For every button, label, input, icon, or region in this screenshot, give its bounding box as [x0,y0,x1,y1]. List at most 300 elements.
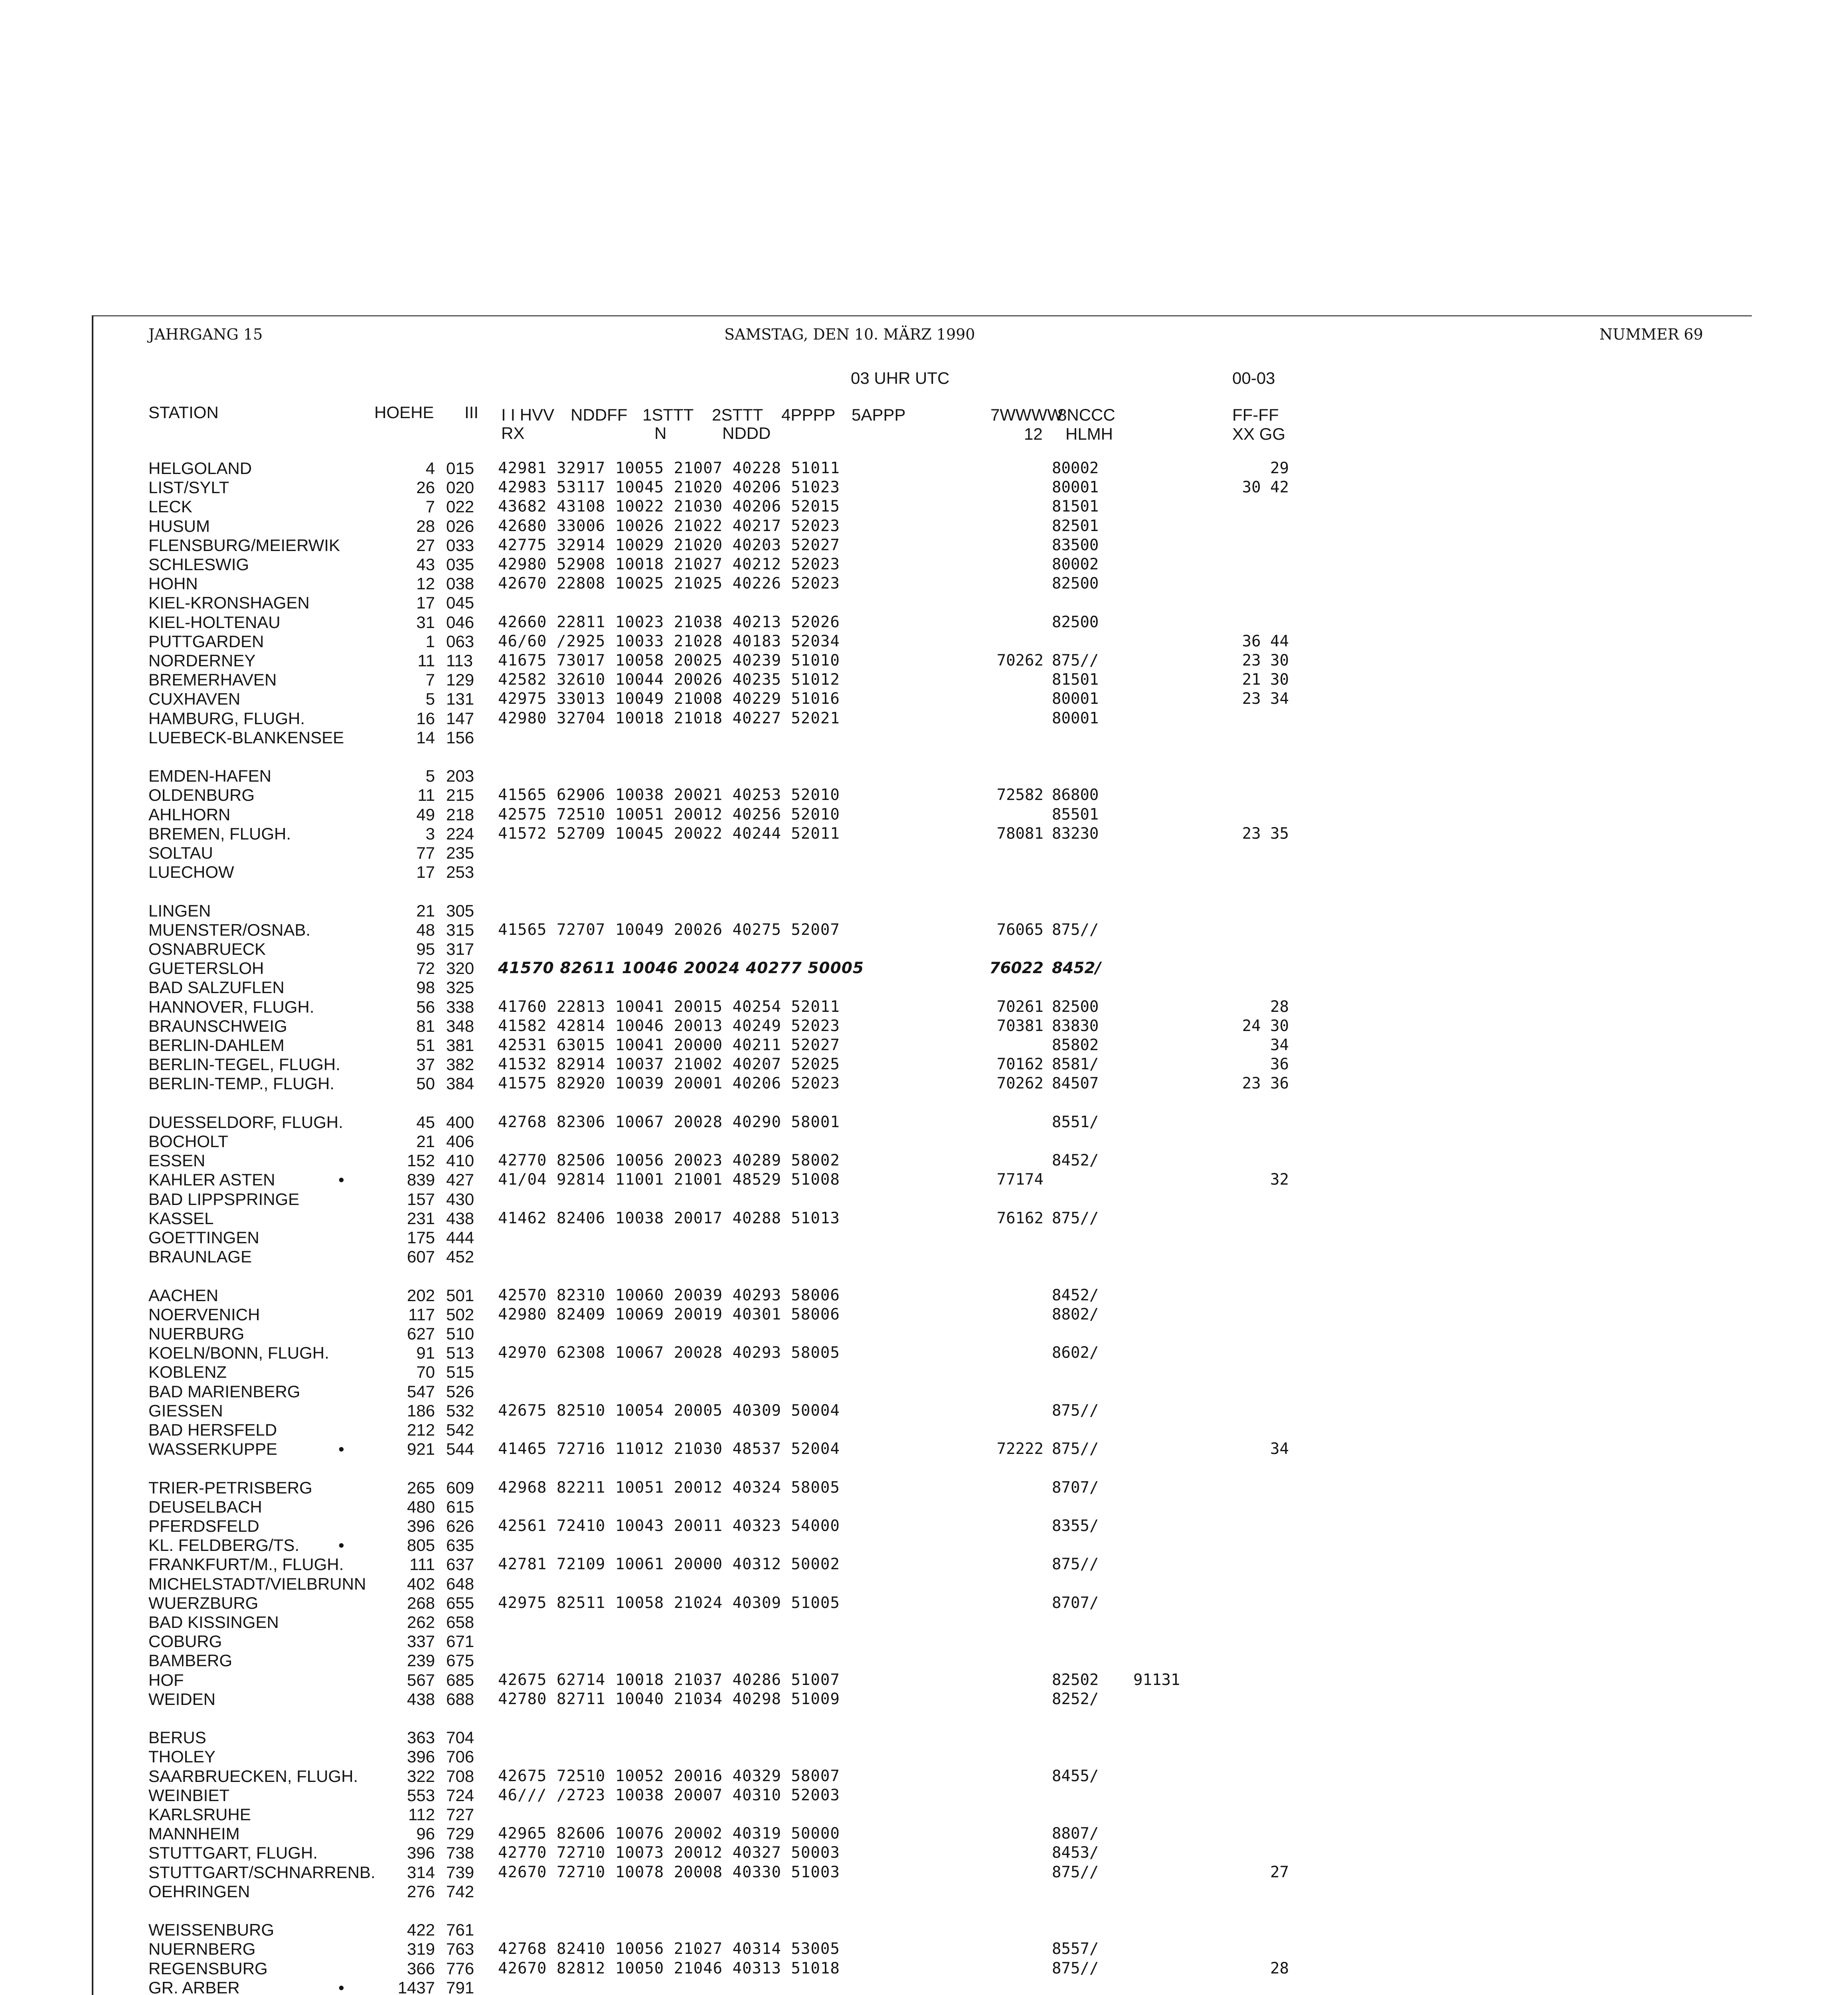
synop-groups: 42965 82606 10076 20002 40319 50000 [498,1825,840,1843]
cloud-group: 8355/ [1052,1517,1099,1535]
table-row [0,517,1848,536]
station-name: PUTTGARDEN [148,632,264,651]
station-height: 11 [417,651,435,670]
table-row [0,1824,1848,1843]
station-number: 400 [446,1112,474,1132]
station-name: DEUSELBACH [148,1497,262,1516]
synop-groups: 42670 82812 10050 21046 40313 51018 [498,1959,840,1977]
station-height: 276 [407,1882,435,1901]
station-height: 12 [416,574,435,593]
station-number: 739 [446,1863,474,1882]
station-number: 502 [446,1305,474,1324]
station-height: 26 [416,478,435,497]
cloud-group: 8807/ [1052,1825,1099,1843]
table-row [0,593,1848,612]
station-height: 202 [407,1286,435,1305]
station-name: KARLSRUHE [148,1805,251,1824]
station-number: 015 [446,459,474,478]
station-number: 046 [446,612,474,632]
synop-groups: 42980 82409 10069 20019 40301 58006 [498,1305,840,1323]
station-name: MANNHEIM [148,1824,240,1843]
cloud-group: 81501 [1052,671,1099,689]
weather-group: 70262 [996,652,1044,670]
table-row [0,1671,1848,1690]
col-g4b: NDDD [722,424,771,442]
table-row [0,1286,1848,1305]
cloud-group: 8452/ [1052,1286,1099,1304]
table-row [0,1594,1848,1613]
synop-groups: 41582 42814 10046 20013 40249 52023 [498,1017,840,1035]
station-number: 791 [446,1978,474,1995]
synop-groups: 42980 52908 10018 21027 40212 52023 [498,555,840,573]
table-row [0,689,1848,709]
extra-group: 91131 [1133,1671,1180,1689]
station-number: 444 [446,1228,474,1247]
station-number: 704 [446,1728,474,1747]
col-ww: 7WWWW [990,405,1063,424]
cloud-group: 81501 [1052,498,1099,516]
synop-groups: 42670 22808 10025 21025 40226 52023 [498,575,840,593]
station-height: 112 [408,1805,435,1824]
table-row [0,1036,1848,1055]
station-height: 72 [416,959,435,978]
synop-groups: 42561 72410 10043 20011 40323 54000 [498,1517,840,1535]
station-name: MUENSTER/OSNAB. [148,920,311,939]
cloud-group: 86800 [1052,786,1099,804]
station-height: 396 [407,1843,435,1863]
station-name: BAD KISSINGEN [148,1613,279,1632]
station-height: 95 [416,940,435,958]
station-number: 658 [446,1613,474,1632]
station-height: 45 [416,1112,435,1132]
cloud-group: 80001 [1052,478,1099,497]
station-number: 763 [446,1940,474,1959]
station-height: 627 [407,1324,435,1343]
table-row [0,651,1848,670]
table-row [0,536,1848,555]
table-row [0,901,1848,920]
station-name: CUXHAVEN [148,689,241,709]
station-height: 396 [407,1517,435,1535]
cloud-group: 82500 [1052,998,1099,1016]
station-height: 322 [407,1766,435,1786]
table-row [0,1805,1848,1824]
station-number: 635 [446,1536,474,1555]
col-nc: 8NCCC [1057,405,1115,424]
table-row [0,1440,1848,1459]
synop-groups: 42780 82711 10040 21034 40298 51009 [498,1690,840,1708]
synop-groups: 42775 32914 10029 21020 40203 52027 [498,536,840,554]
gust-group: 27 [1270,1863,1289,1881]
station-name: DUESSELDORF, FLUGH. [148,1112,343,1132]
station-number: 320 [446,959,474,978]
table-row [0,1324,1848,1343]
col-g4: 2STTT [712,405,763,424]
table-row [0,843,1848,863]
station-name: REGENSBURG [148,1959,268,1978]
station-number: 761 [446,1920,474,1940]
cloud-group: 8455/ [1052,1767,1099,1785]
station-name: BRAUNSCHWEIG [148,1016,287,1035]
station-number: 776 [446,1959,474,1978]
synop-groups: 42770 72710 10073 20012 40327 50003 [498,1844,840,1862]
table-row [0,959,1848,978]
station-number: 381 [446,1036,474,1055]
table-row [0,1651,1848,1670]
station-name: AHLHORN [148,805,231,824]
station-number: 515 [446,1363,474,1382]
station-name: HANNOVER, FLUGH. [148,997,314,1016]
station-number: 410 [446,1151,474,1170]
station-height: 319 [407,1940,435,1959]
station-name: OLDENBURG [148,786,255,805]
station-name: SCHLESWIG [148,555,249,574]
gust-group: 30 42 [1242,478,1289,497]
station-height: 27 [416,535,435,555]
station-name: NUERNBERG [148,1940,256,1959]
station-number: 655 [446,1593,474,1612]
station-number: 532 [446,1401,474,1420]
cloud-group: 8602/ [1052,1344,1099,1362]
station-name: BAD SALZUFLEN [148,978,285,997]
station-name: GIESSEN [148,1401,223,1420]
station-number: 131 [446,689,474,709]
station-number: 510 [446,1324,474,1343]
table-row [0,824,1848,843]
station-height: 11 [417,786,435,805]
station-height: 480 [407,1497,435,1516]
station-number: 129 [446,670,474,689]
station-height: 268 [407,1593,435,1612]
station-number: 430 [446,1189,474,1209]
station-name: SAARBRUECKEN, FLUGH. [148,1766,358,1786]
station-height: 111 [409,1555,435,1574]
station-name: BERUS [148,1728,206,1747]
station-number: 315 [446,920,474,939]
table-row [0,1536,1848,1555]
station-number: 438 [446,1209,474,1228]
synop-groups: 42770 82506 10056 20023 40289 58002 [498,1152,840,1170]
synop-groups: 42570 82310 10060 20039 40293 58006 [498,1286,840,1304]
table-row [0,574,1848,593]
station-name: KOELN/BONN, FLUGH. [148,1343,329,1363]
cloud-group: 875// [1052,1440,1099,1458]
station-height: 91 [416,1343,435,1363]
station-height: 921 [407,1440,435,1459]
station-height: 262 [407,1613,435,1632]
synop-groups: 41465 72716 11012 21030 48537 52004 [498,1440,840,1458]
station-number: 026 [446,516,474,535]
col-iii: III [464,403,479,422]
station-name: BAD LIPPSPRINGE [148,1189,300,1209]
station-height: 366 [407,1959,435,1978]
station-height: 839 [407,1170,435,1189]
cloud-group: 875// [1052,920,1099,939]
observation-time: 03 UHR UTC [851,369,950,387]
station-number: 203 [446,766,474,786]
synop-groups: 42670 72710 10078 20008 40330 51003 [498,1863,840,1881]
station-number: 513 [446,1343,474,1363]
station-height: 17 [416,863,435,882]
station-height: 48 [416,920,435,939]
synop-groups: 42680 33006 10026 21022 40217 52023 [498,517,840,535]
table-row [0,1767,1848,1786]
cloud-group: 875// [1052,1209,1099,1227]
station-name: STUTTGART, FLUGH. [148,1843,318,1863]
station-number: 253 [446,863,474,882]
station-number: 338 [446,997,474,1016]
synop-groups: 41565 72707 10049 20026 40275 52007 [498,920,840,939]
station-name: GOETTINGEN [148,1228,259,1247]
cloud-group: 8452/ [1052,959,1101,978]
station-height: 4 [425,459,435,478]
table-row [0,1247,1848,1266]
table-row [0,805,1848,824]
station-name: NUERBURG [148,1324,245,1343]
weather-group: 70261 [996,998,1044,1016]
table-row [0,786,1848,805]
cloud-group: 875// [1052,652,1099,670]
synop-groups: 41565 62906 10038 20021 40253 52010 [498,786,840,804]
cloud-group: 8453/ [1052,1844,1099,1862]
cloud-group: 82500 [1052,613,1099,631]
gust-group: 29 [1270,459,1289,477]
station-number: 147 [446,709,474,728]
station-name: BAD MARIENBERG [148,1382,300,1401]
station-name: NOERVENICH [148,1305,260,1324]
station-number: 348 [446,1016,474,1035]
synop-groups: 41575 82920 10039 20001 40206 52023 [498,1075,840,1093]
station-height: 438 [407,1689,435,1709]
station-height: 239 [407,1651,435,1670]
station-name: THOLEY [148,1747,216,1766]
synop-groups: 42975 82511 10058 21024 40309 51005 [498,1594,840,1612]
col-ncb: HLMH [1065,425,1113,443]
station-number: 742 [446,1882,474,1901]
synop-groups: 42575 72510 10051 20012 40256 52010 [498,805,840,824]
station-name: HELGOLAND [148,459,252,478]
cloud-group: 8452/ [1052,1152,1099,1170]
col-g6: 5APPP [852,405,906,424]
cloud-group: 85501 [1052,805,1099,824]
table-row [0,1209,1848,1228]
cloud-group: 875// [1052,1863,1099,1881]
station-height: 56 [416,997,435,1016]
station-name: KASSEL [148,1209,214,1228]
weather-group: 70162 [996,1055,1044,1074]
table-row [0,1920,1848,1940]
cloud-group: 84507 [1052,1075,1099,1093]
table-row [0,1305,1848,1324]
table-row [0,1055,1848,1074]
col-g1: I I HVV [501,405,555,424]
weather-group: 76022 [989,959,1044,978]
cloud-group: 80001 [1052,690,1099,708]
station-number: 317 [446,940,474,958]
station-number: 688 [446,1689,474,1709]
station-name: BERLIN-TEMP., FLUGH. [148,1074,334,1093]
station-number: 542 [446,1420,474,1439]
table-row [0,1747,1848,1766]
station-name: HAMBURG, FLUGH. [148,709,305,728]
table-row [0,670,1848,689]
station-number: 501 [446,1286,474,1305]
station-name: AACHEN [148,1286,219,1305]
station-height: 422 [407,1920,435,1940]
station-name: HUSUM [148,516,210,535]
table-row [0,1882,1848,1901]
station-name: WEISSENBURG [148,1920,275,1940]
cloud-group: 80001 [1052,709,1099,727]
col-ff: FF-FF [1232,405,1279,424]
table-row [0,1017,1848,1036]
station-name: OEHRINGEN [148,1882,250,1901]
table-row [0,1978,1848,1995]
station-height: 363 [407,1728,435,1747]
table-row [0,1382,1848,1401]
station-name: HOF [148,1670,184,1689]
synop-groups: 42981 32917 10055 21007 40228 51011 [498,459,840,477]
synop-groups: 42968 82211 10051 20012 40324 58005 [498,1478,840,1497]
station-number: 038 [446,574,474,593]
table-row [0,632,1848,651]
table-row [0,1574,1848,1594]
gust-group: 34 [1270,1036,1289,1054]
weather-group: 72222 [996,1440,1044,1458]
station-number: 325 [446,978,474,997]
table-row [0,1401,1848,1420]
gust-group: 23 30 [1242,652,1289,670]
station-name: LUECHOW [148,863,234,882]
station-height: 5 [425,766,435,786]
station-number: 706 [446,1747,474,1766]
cloud-group: 83500 [1052,536,1099,554]
station-number: 615 [446,1497,474,1516]
col-g3: 1STTT [642,405,694,424]
cloud-group: 8802/ [1052,1305,1099,1323]
mountain-station-marker: • [338,1978,344,1995]
station-number: 305 [446,901,474,920]
mountain-station-marker: • [338,1536,344,1555]
station-number: 738 [446,1843,474,1863]
col-hoehe: HOEHE [374,403,434,422]
station-height: 98 [416,978,435,997]
cloud-group: 8551/ [1052,1113,1099,1131]
station-height: 1437 [397,1978,435,1995]
cloud-group: 8557/ [1052,1940,1099,1958]
station-height: 175 [407,1228,435,1247]
weather-group: 70262 [996,1075,1044,1093]
station-name: WEINBIET [148,1786,230,1805]
station-height: 37 [416,1055,435,1074]
cloud-group: 875// [1052,1555,1099,1574]
wind-period: 00-03 [1232,369,1275,387]
cloud-group: 875// [1052,1401,1099,1420]
station-number: 685 [446,1670,474,1689]
synop-groups: 42582 32610 10044 20026 40235 51012 [498,671,840,689]
table-row [0,1420,1848,1440]
volume-label: JAHRGANG 15 [148,326,263,343]
station-height: 31 [416,612,435,632]
station-number: 609 [446,1478,474,1497]
col-wwb: 12 [1024,425,1043,443]
table-row [0,497,1848,516]
table-row [0,1190,1848,1209]
station-number: 729 [446,1824,474,1843]
station-name: STUTTGART/SCHNARRENB. [148,1863,376,1882]
station-name: LUEBECK-BLANKENSEE [148,728,344,747]
table-row [0,613,1848,632]
cloud-group: 8252/ [1052,1690,1099,1708]
station-number: 224 [446,824,474,843]
table-row [0,1170,1848,1189]
gust-group: 28 [1270,1959,1289,1977]
station-height: 117 [408,1305,435,1324]
table-row [0,978,1848,997]
station-height: 337 [407,1632,435,1651]
station-name: MICHELSTADT/VIELBRUNN [148,1574,366,1593]
station-name: LINGEN [148,901,211,920]
table-row [0,709,1848,728]
station-height: 805 [407,1536,435,1555]
date-label: SAMSTAG, DEN 10. MÄRZ 1990 [724,326,975,343]
station-name: KIEL-KRONSHAGEN [148,593,310,612]
station-name: BERLIN-DAHLEM [148,1036,285,1055]
table-row [0,1478,1848,1497]
table-row [0,998,1848,1017]
gust-group: 23 35 [1242,824,1289,843]
table-row [0,1363,1848,1382]
station-number: 063 [446,632,474,651]
station-name: COBURG [148,1632,222,1651]
table-row [0,1843,1848,1863]
table-row [0,1151,1848,1170]
col-g2: NDDFF [571,405,628,424]
weather-group: 77174 [996,1171,1044,1189]
table-row [0,1786,1848,1805]
table-row [0,1074,1848,1093]
table-row [0,1555,1848,1574]
synop-groups: 42980 32704 10018 21018 40227 52021 [498,709,840,727]
cloud-group: 85802 [1052,1036,1099,1054]
station-name: BERLIN-TEGEL, FLUGH. [148,1055,340,1074]
synop-groups: 42983 53117 10045 21020 40206 51023 [498,478,840,497]
cloud-group: 82501 [1052,517,1099,535]
station-height: 567 [407,1670,435,1689]
station-height: 547 [407,1382,435,1401]
table-row [0,1863,1848,1882]
station-height: 43 [416,555,435,574]
station-height: 21 [416,1132,435,1151]
station-number: 708 [446,1766,474,1786]
station-number: 156 [446,728,474,747]
station-number: 113 [446,651,473,670]
station-name: GR. ARBER [148,1978,240,1995]
station-height: 81 [416,1016,435,1035]
station-name: HOHN [148,574,198,593]
station-name: PFERDSFELD [148,1517,259,1535]
station-name: BOCHOLT [148,1132,228,1151]
station-number: 033 [446,535,474,555]
table-row [0,920,1848,940]
cloud-group: 8707/ [1052,1478,1099,1497]
gust-group: 21 30 [1242,671,1289,689]
station-name: LECK [148,497,192,516]
station-height: 607 [407,1247,435,1266]
station-height: 553 [407,1786,435,1805]
station-number: 544 [446,1440,474,1459]
table-row [0,1113,1848,1132]
